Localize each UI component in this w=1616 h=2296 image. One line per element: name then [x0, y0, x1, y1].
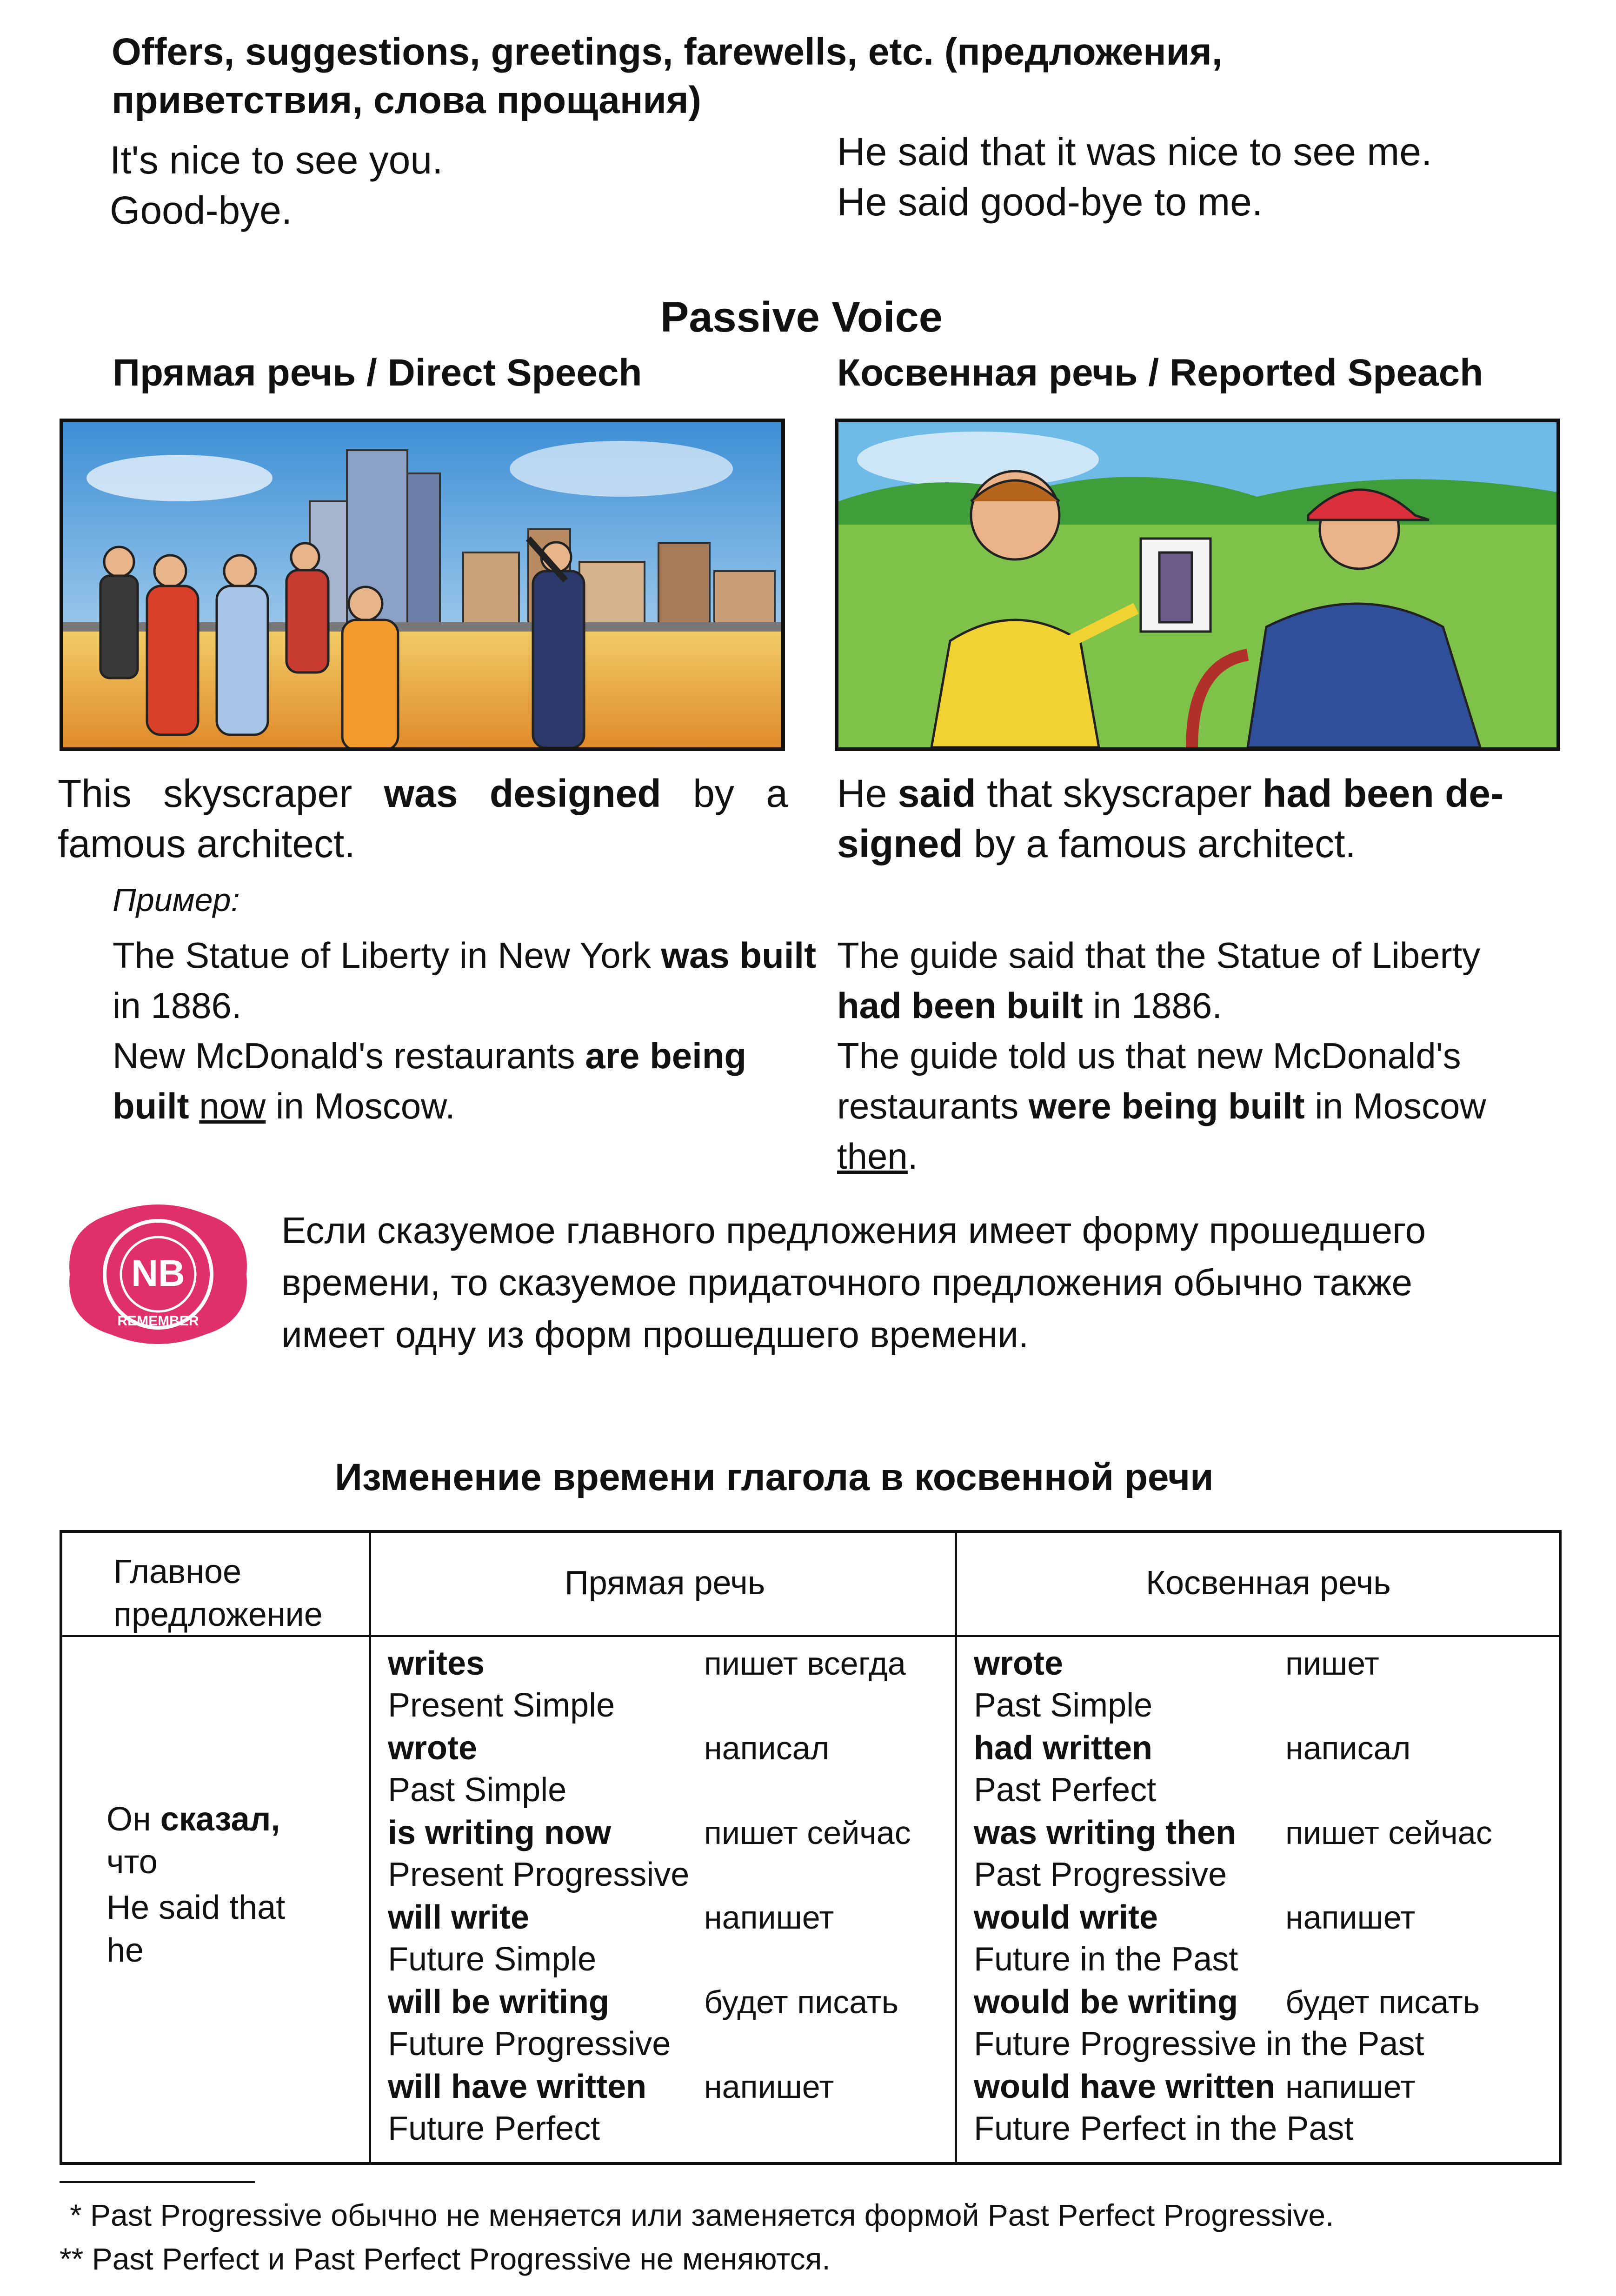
left-caption-bold1: was designed	[384, 772, 661, 815]
offers-reported-line2: He said good-bye to me.	[837, 180, 1263, 224]
reported-translation: пишет сейчас	[1285, 1815, 1492, 1851]
direct-verb: will be writing	[388, 1983, 610, 2021]
header-main-clause: Главное предложение	[113, 1553, 323, 1633]
direct-translation: пишет сейчас	[704, 1815, 911, 1851]
reported-translation: напишет	[1285, 2069, 1416, 2105]
reported-translation: напишет	[1285, 1899, 1416, 1936]
left-caption	[58, 768, 788, 869]
right-example-text5: .	[907, 1136, 918, 1177]
reported-tense: Past Progressive	[974, 1856, 1227, 1893]
direct-verb: will have written	[388, 2068, 647, 2105]
direct-verb: wrote	[388, 1730, 478, 1767]
header-reported-speech: Косвенная речь	[1146, 1564, 1391, 1602]
remember-line1: Если сказуемое главного предложения имеет форму прошедшего	[281, 1210, 1426, 1251]
offers-heading	[112, 28, 1507, 125]
table-title: Изменение времени глагола в косвенной речи	[335, 1456, 1214, 1498]
direct-translation: пишет всегда	[704, 1645, 906, 1682]
direct-tense: Present Simple	[388, 1687, 615, 1724]
direct-tense: Future Progressive	[388, 2025, 671, 2063]
offers-reported-line1: He said that it was nice to see me.	[837, 130, 1432, 173]
reported-tense: Future Perfect in the Past	[974, 2110, 1354, 2147]
direct-verb: will write	[388, 1899, 530, 1936]
right-caption-bold2: had been de-signed	[837, 772, 1504, 865]
remember-line3: имеет одну из форм прошедшего времени.	[281, 1314, 1029, 1355]
offers-direct-line1: It's nice to see you.	[110, 138, 443, 182]
badge-main-text: NB	[131, 1252, 185, 1294]
reported-tense: Past Simple	[974, 1687, 1153, 1724]
direct-translation: напишет	[704, 1899, 834, 1936]
direct-tense: Future Simple	[388, 1941, 597, 1978]
passive-title: Passive Voice	[660, 293, 943, 341]
reported-translation: будет писать	[1285, 1984, 1480, 2020]
right-example-bold2: were being built	[1028, 1085, 1305, 1126]
skyscraper-scene	[63, 422, 781, 747]
left-example-text1: The Statue of Liberty in New York	[113, 935, 661, 976]
right-caption-text2: that skyscraper	[976, 772, 1263, 815]
right-caption-bold1: said	[898, 772, 976, 815]
reported-verb: would have written	[974, 2068, 1276, 2105]
reported-verb: would be writing	[974, 1983, 1238, 2021]
direct-translation: будет писать	[704, 1984, 899, 2020]
offers-direct-line2: Good-bye.	[110, 188, 293, 232]
reported-translation: пишет	[1285, 1645, 1379, 1682]
right-example-text3: The guide told us that new McDonald's restaurants	[837, 1035, 1461, 1126]
reported-tense: Future Progressive in the Past	[974, 2025, 1424, 2063]
direct-verb: is writing now	[388, 1814, 611, 1851]
reported-verb: would write	[974, 1899, 1158, 1936]
nb-remember-badge	[60, 1200, 256, 1349]
left-example-bold1: was built	[661, 935, 817, 976]
right-caption-text1: He	[837, 772, 898, 815]
offers-direct	[110, 135, 807, 235]
left-example-text2: in 1886.	[113, 985, 242, 1026]
reported-translation: написал	[1285, 1730, 1411, 1766]
direct-tense: Present Progressive	[388, 1856, 690, 1893]
table-divider-1	[369, 1533, 371, 2162]
footnote-rule	[60, 2181, 255, 2183]
main-clause-ru-prefix: Он	[106, 1801, 160, 1838]
right-example-text4: in Moscow	[1304, 1085, 1486, 1126]
right-caption-text3: by a famous architect.	[963, 822, 1356, 865]
table-divider-2	[955, 1533, 957, 2162]
direct-speech-header: Прямая речь / Direct Speech	[113, 352, 642, 394]
guide-photo-illustration	[835, 419, 1560, 751]
right-example-bold1: had been built	[837, 985, 1083, 1026]
left-example-underline: now	[199, 1085, 266, 1126]
right-example-text2: in 1886.	[1083, 985, 1222, 1026]
header-direct-speech: Прямая речь	[565, 1564, 765, 1602]
reported-verb: was writing then	[974, 1814, 1237, 1851]
reported-verb: wrote	[974, 1645, 1064, 1682]
reported-tense: Past Perfect	[974, 1771, 1157, 1809]
reported-tense: Future in the Past	[974, 1941, 1238, 1978]
left-example-text3: New McDonald's restaurants	[113, 1035, 585, 1076]
badge-ring-text: REMEMBER	[117, 1313, 199, 1329]
skyscraper-illustration	[60, 419, 785, 751]
right-caption	[837, 768, 1567, 869]
reported-verb: had written	[974, 1730, 1153, 1767]
remember-line2: времени, то сказуемое придаточного предложения обычно также	[281, 1262, 1413, 1303]
right-example	[837, 930, 1553, 1181]
main-clause-en: He said that he	[106, 1889, 286, 1969]
remember-text	[281, 1205, 1560, 1361]
main-clause-ru	[106, 1798, 330, 1883]
guide-photo-scene	[838, 422, 1556, 747]
direct-translation: напишет	[704, 2069, 834, 2105]
example-label: Пример:	[113, 882, 240, 918]
direct-tense: Past Simple	[388, 1771, 567, 1809]
footnote-2: ** Past Perfect и Past Perfect Progressive не меняются.	[60, 2242, 831, 2276]
reported-speech-header: Косвенная речь / Reported Speach	[837, 352, 1483, 394]
left-example-text4	[189, 1085, 200, 1126]
left-caption-text2: by a famous architect.	[58, 772, 788, 865]
direct-verb: writes	[388, 1645, 485, 1682]
main-clause-ru-bold: сказал,	[160, 1801, 280, 1838]
right-example-text1: The guide said that the Statue of Liberty	[837, 935, 1481, 976]
direct-tense: Future Perfect	[388, 2110, 600, 2147]
offers-heading-line1: Offers, suggestions, greetings, farewells, etc. (предложения,	[112, 31, 1223, 73]
left-caption-text1: This skyscraper	[58, 772, 384, 815]
nb-remember-stamp-icon	[60, 1200, 256, 1349]
left-example-text5: in Moscow.	[266, 1085, 455, 1126]
direct-translation: написал	[704, 1730, 830, 1766]
offers-heading-line2: приветствия, слова прощания)	[112, 79, 701, 121]
offers-reported	[837, 126, 1581, 227]
main-clause-ru-suffix: что	[106, 1843, 158, 1881]
left-example	[113, 930, 819, 1131]
left-example-bold2: are being built	[113, 1035, 747, 1126]
tense-change-table	[60, 1530, 1562, 2165]
footnote-1: * Past Progressive обычно не меняется или заменяется формой Past Perfect Progressive.	[70, 2198, 1334, 2232]
right-example-underline: then	[837, 1136, 908, 1177]
